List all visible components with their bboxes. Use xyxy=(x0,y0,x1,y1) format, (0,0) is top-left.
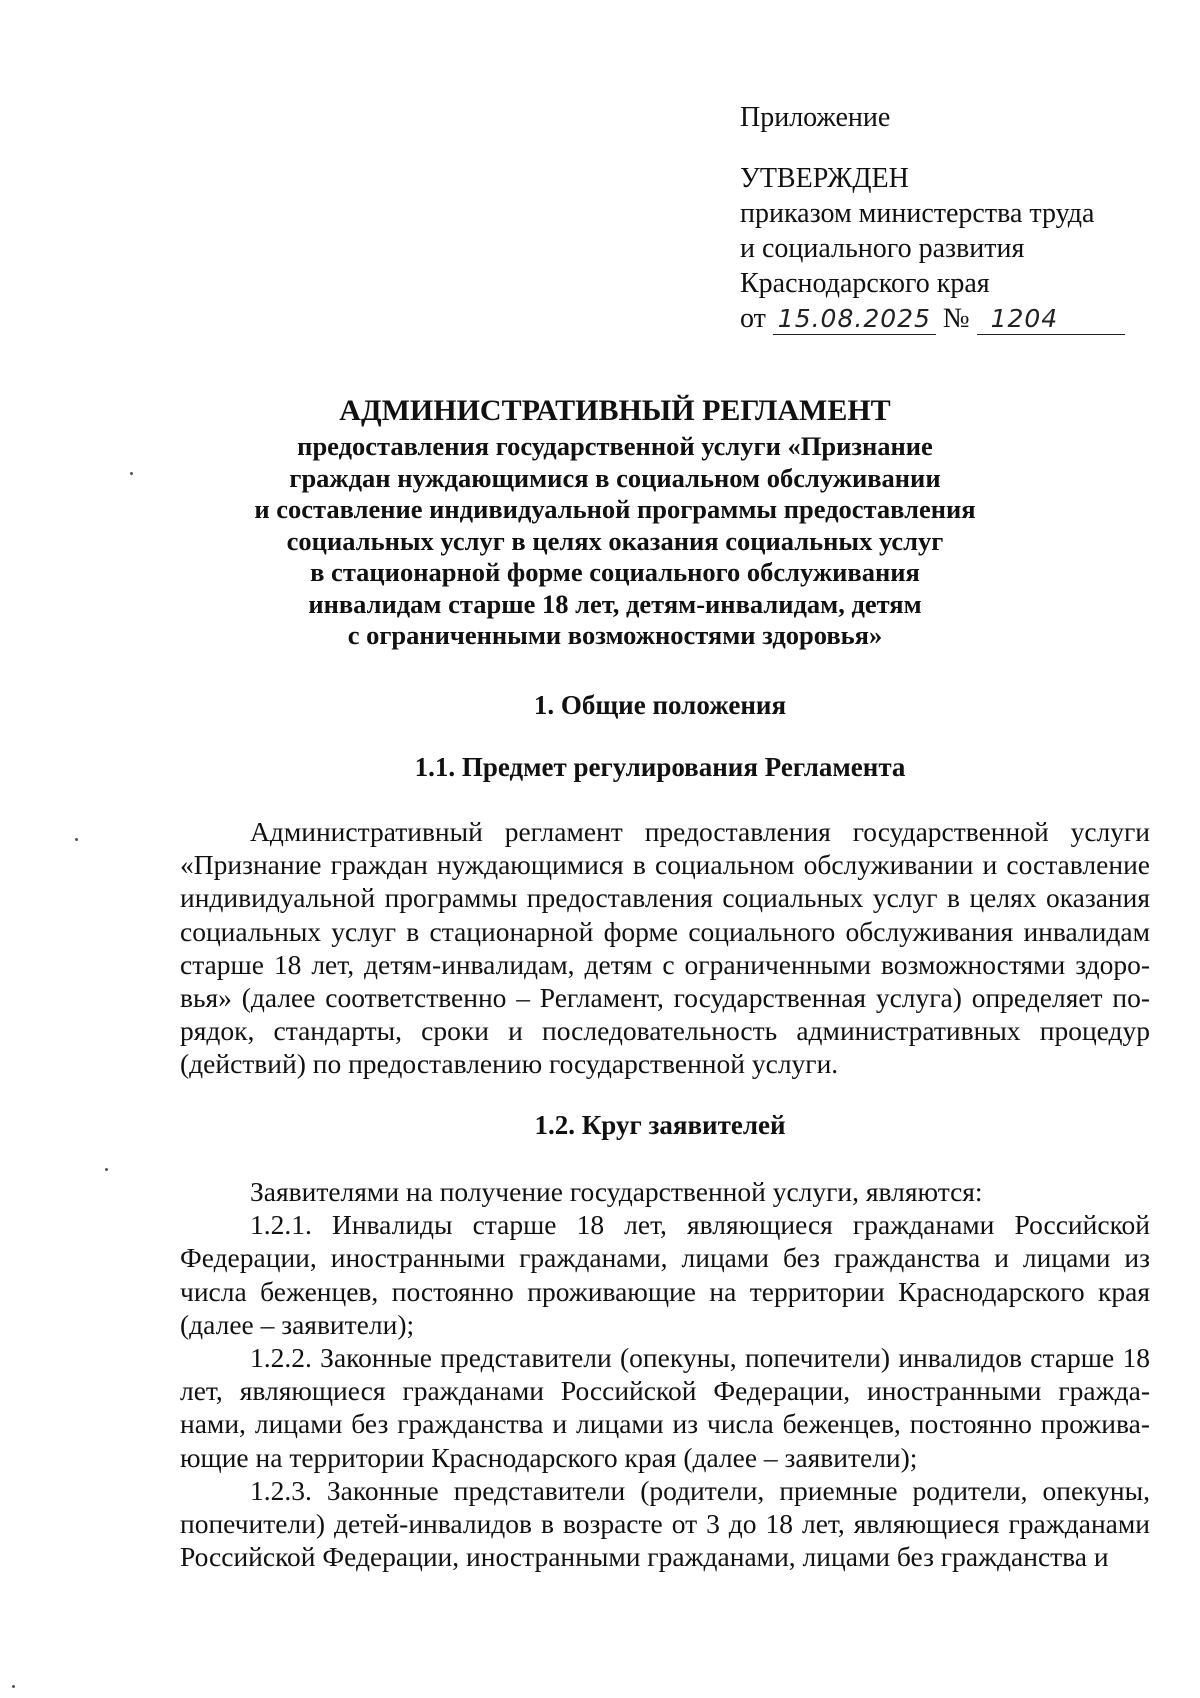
scan-speck xyxy=(75,838,78,841)
title-line: предоставления государственной услуги «Признание xyxy=(297,431,933,461)
title-line: и составление индивидуальной программы предоставления xyxy=(254,494,976,524)
section-heading-subject: 1.1. Предмет регулирования Регламента xyxy=(414,752,906,782)
approved-label: УТВЕРЖДЕН xyxy=(740,163,909,194)
approval-block xyxy=(740,100,1160,336)
scan-speck xyxy=(12,1685,15,1688)
section-heading-applicants: 1.2. Круг заявителей xyxy=(534,1110,786,1140)
paragraph: 1.2.1. Инвалиды старше 18 лет, являющиеся гражданами Российской Федерации, иностранными гражданами, лицами без гражданства и лицами из числа беженцев, постоянно проживающие на территории Краснодарского края (далее – заявители); xyxy=(180,1209,1150,1340)
approval-line: приказом министерства труда xyxy=(740,198,1095,229)
number-sign: № xyxy=(942,303,970,334)
scan-speck xyxy=(105,1168,108,1171)
title-main: АДМИНИСТРАТИВНЫЙ РЕГЛАМЕНТ xyxy=(339,394,891,427)
title-line: с ограниченными возможностями здоровья» xyxy=(347,620,883,650)
approval-line: и социального развития xyxy=(740,233,1025,264)
paragraph: Административный регламент предоставления государственной услуги «Признание граждан нуждающимися в социальном обслуживании и составление индивидуальной программы предоставления социальных услуг в целях оказания социальных услуг в стационарной форме социального обслуживания инвалидам старше 18 лет, детям-инвалидам, детям с ограниченными возможностями здоро-вья» (далее соответственно – Регламент, государственная услуга) определяет по-рядок, стандарты, сроки и последовательность административных процедур (действий) по предоставлению государственной услуги. xyxy=(180,816,1150,1080)
title-line: инвалидам старше 18 лет, детям-инвалидам, детям xyxy=(308,588,922,619)
paragraph: 1.2.2. Законные представители (опекуны, попечители) инвалидов старше 18 лет, являющиеся гражданами Российской Федерации, иностранными гражда-нами, лицами без гражданства и лицами из числа беженцев, постоянно прожива-ющие на территории Краснодарского края (далее – заявители); xyxy=(180,1342,1150,1473)
title-line: граждан нуждающимися в социальном обслуживании xyxy=(289,462,941,493)
handwritten-number: 1204 xyxy=(977,304,1125,335)
paragraph: Заявителями на получение государственной услуги, являются: xyxy=(250,1176,983,1207)
scan-speck xyxy=(130,472,133,475)
title-line: социальных услуг в целях оказания социальных услуг xyxy=(286,525,944,556)
appendix-label: Приложение xyxy=(740,102,891,133)
section-1-2-text-block xyxy=(180,1175,1150,1573)
title-line: в стационарной форме социального обслуживания xyxy=(310,557,920,587)
date-number-line xyxy=(740,301,1160,336)
handwritten-date: 15.08.2025 xyxy=(773,304,936,335)
section-1-1-text-block xyxy=(180,815,1150,1081)
approval-line: Краснодарского края xyxy=(740,268,990,299)
section-heading-general: 1. Общие положения xyxy=(533,690,787,720)
document-title xyxy=(230,393,1000,652)
paragraph: 1.2.3. Законные представители (родители, приемные родители, опекуны, попечители) детей-инвалидов в возрасте от 3 до 18 лет, являющиеся гражданами Российской Федерации, иностранными гражданами, лицами без гражданства и xyxy=(180,1474,1150,1573)
date-prefix: от xyxy=(740,303,766,334)
